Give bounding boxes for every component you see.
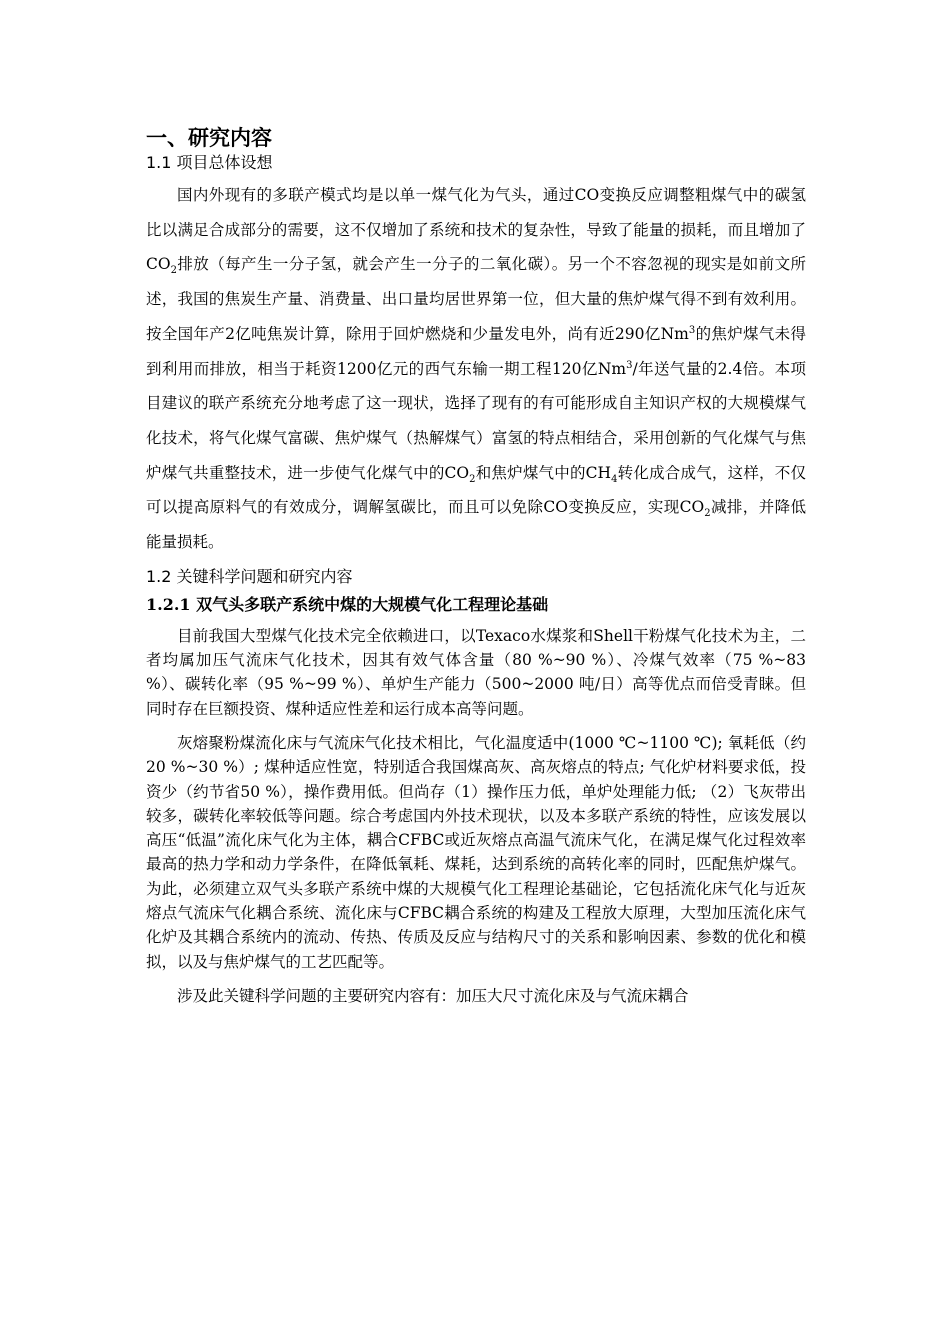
document-body — [146, 124, 806, 1018]
subsection-title-1-1: 1.1 项目总体设想 — [146, 153, 273, 172]
subsection-title-1-2-1: 1.2.1 双气头多联产系统中煤的大规模气化工程理论基础 — [146, 594, 549, 614]
paragraph-fluidized-bed: 灰熔聚粉煤流化床与气流床气化技术相比，气化温度适中(1000 ℃~1100 ℃); 氧耗低（约20 %~30 %）; 煤种适应性宽，特别适合我国煤高灰、高灰熔点的特点; 气化炉材料要求低，投资少（约节省50 %），操作费用低。但尚存（1）操作压力低，单炉处理能力低; （2）飞灰带出较多，碳转化率较低等问题。综合考虑国内外技术现状，以及本多联产系统的特性，应该发展以高压“低温”流化床气化为主体，耦合CFBC或近灰熔点高温气流床气化，在满足煤气化过程效率最高的热力学和动力学条件，在降低氧耗、煤耗，达到系统的高转化率的同时，匹配焦炉煤气。为此，必须建立双气头多联产系统中煤的大规模气化工程理论基础论，它包括流化床气化与近灰熔点气流床气化耦合系统、流化床与CFBC耦合系统的构建及工程放大原理，大型加压流化床气化炉及其耦合系统内的流动、传热、传质及反应与结构尺寸的关系和影响因素、参数的优化和模拟，以及与焦炉煤气的工艺匹配等。 — [146, 733, 806, 971]
subsection-title-1-2: 1.2 关键科学问题和研究内容 — [146, 566, 353, 586]
paragraph-overall-concept: 国内外现有的多联产模式均是以单一煤气化为气头，通过CO变换反应调整粗煤气中的碳氢比以满足合成部分的需要，这不仅增加了系统和技术的复杂性，导致了能量的损耗，而且增加了$CO_2$排放（每产生一分子氢，就会产生一分子的二氧化碳）。另一个不容忽视的现实是如前文所述，我国的焦炭生产量、消费量、出口量均居世界第一位，但大量的焦炉煤气得不到有效利用。按全国年产2亿吨焦炭计算，除用于回炉燃烧和少量发电外，尚有近290亿Nm$^3$的焦炉煤气未得到利用而排放，相当于耗资1200亿元的西气东输一期工程120亿Nm$^3$/年送气量的2.4倍。本项目建议的联产系统充分地考虑了这一现状，选择了现有的有可能形成自主知识产权的大规模煤气化技术，将气化煤气富碳、焦炉煤气（热解煤气）富氢的特点相结合，采用创新的气化煤气与焦炉煤气共重整技术，进一步使气化煤气中的$CO_2$和焦炉煤气中的$CH_4$转化成合成气，这样，不仅可以提高原料气的有效成分，调解氢碳比，而且可以免除CO变换反应，实现$CO_2$减排，并降低能量损耗。 — [146, 186, 806, 552]
paragraph-gasification-status: 目前我国大型煤气化技术完全依赖进口，以Texaco水煤浆和Shell干粉煤气化技术为主，二者均属加压气流床气化技术，因其有效气体含量（80 %~90 %）、冷煤气效率（75 %~83 %）、碳转化率（95 %~99 %）、单炉生产能力（500~2000 吨/日）高等优点而倍受青睐。但同时存在巨额投资、煤种适应性差和运行成本高等问题。 — [146, 626, 806, 718]
paragraph-research-content: 涉及此关键科学问题的主要研究内容有：加压大尺寸流化床及与气流床耦合 — [177, 986, 689, 1005]
section-title: 一、研究内容 — [146, 126, 272, 150]
